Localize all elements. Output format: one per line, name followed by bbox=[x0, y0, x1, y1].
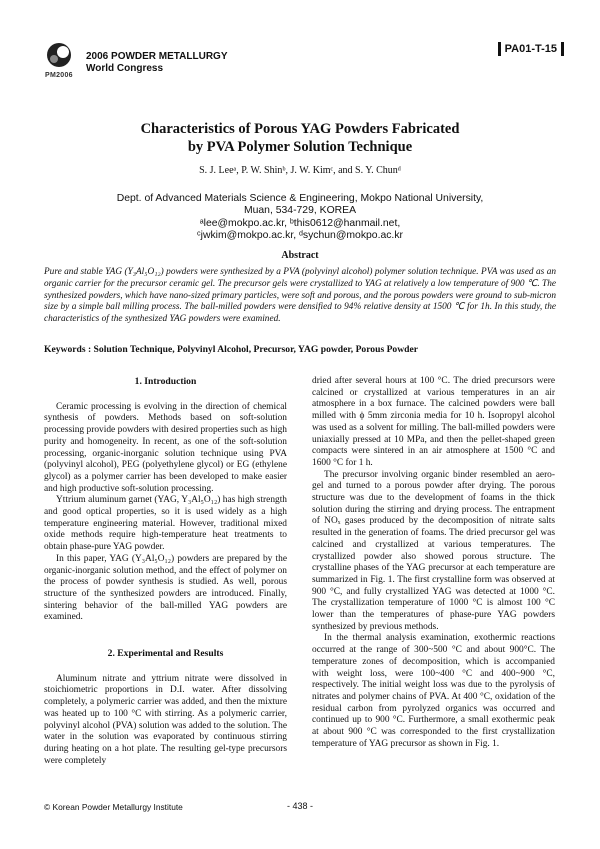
abstract-text: Pure and stable YAG (Y₃Al₅O₁₂) powders were synthesized by a PVA (polyvinyl alcohol) polymer solution technique. PVA was used as an organic carrier for the precursor ceramic gel. The precursor gels were crystallized to YAG at relatively a low temperature of 900 ℃. The synthesized powders, which have nano-sized primary particles, were soft and porous, and the porous powders were ground to sub-micron size by a simple ball milling process. The ball-milled powders were densified to 94% relative density at 1500 ℃ for 1h. In this study, the characteristics of the synthesized YAG powders were examined. bbox=[44, 267, 556, 325]
code-bar-right bbox=[561, 42, 564, 56]
logo-text: PM2006 bbox=[45, 72, 73, 79]
code-bar-left bbox=[498, 42, 501, 56]
authors: S. J. Leeᵃ, P. W. Shinᵇ, J. W. Kimᶜ, and S. Y. Chunᵈ bbox=[199, 165, 401, 176]
affiliation-line-4: ᶜjwkim@mokpo.ac.kr, ᵈsychun@mokpo.ac.kr bbox=[197, 230, 403, 242]
experimental-paragraph-1: Aluminum nitrate and yttrium nitrate were dissolved in stoichiometric proportions in D.I. water. After dissolving completely, a polymeric carrier was added, and then the mixture was heated up to 100 °C with stirring. As a polymeric carrier, polyvinyl alcohol (PVA) solution was added to the solution. The water in the solution was evaporated by continuous stirring during heating on a hot plate. The resulting gel-type precursors were completely bbox=[44, 673, 287, 766]
results-paragraph-1: The precursor involving organic binder resembled an aero-gel and turned to a porous powder after drying. The porous structure was due to the development of foams in the thick solution during the stirring and drying process. The entrapment of NOₓ gases produced by the decomposition of nitrate salts resulted in the generation of foams. The dried precursor gel was calcined and crystallized at various temperatures. The crystallized powder also showed porous structure. The crystalline phases of the YAG precursor at each temperature are summarized in Fig. 1. The first crystalline form was observed at 900 °C, and fully crystallized YAG was detected at 1000 °C. The crystallization temperature of 1000 °C is almost 100 °C lower than the temperatures of phase-pure YAG powders synthesized by previous methods. bbox=[312, 469, 555, 632]
affiliation-line-3: ᵃlee@mokpo.ac.kr, ᵇthis0612@hanmail.net, bbox=[199, 217, 401, 229]
section-1-heading: 1. Introduction bbox=[134, 376, 197, 387]
affiliation-line-1: Dept. of Advanced Materials Science & Engineering, Mokpo National University, bbox=[116, 193, 484, 204]
page-number: - 438 - bbox=[286, 801, 313, 811]
intro-paragraph-1: Ceramic processing is evolving in the direction of chemical synthesis of powders. Methods based on soft-solution processing provide powders with desired properties such as high purity and homogeneity. In recent, as one of the soft-solution processing, organic-inorganic solution technique using PVA (polyvinyl alcohol), PEG (polyethylene glycol) or EG (ethylene glycol) as a polymer carrier has been developed to make easier and high productive soft-solution processing. bbox=[44, 401, 287, 494]
intro-paragraph-3: In this paper, YAG (Y₃Al₅O₁₂) powders are prepared by the organic-inorganic solution method, and the effect of polymer on the process of powder synthesis is studied. As well, porous structure of the synthesized powders are introduced. Finally, sintering behavior of the ball-milled YAG powders are examined. bbox=[44, 553, 287, 623]
copyright: © Korean Powder Metallurgy Institute bbox=[44, 802, 183, 812]
conference-line-2: World Congress bbox=[86, 63, 164, 74]
left-column bbox=[44, 376, 287, 767]
conference-name bbox=[86, 51, 228, 75]
paper-title bbox=[0, 120, 600, 156]
title-line-2: by PVA Polymer Solution Technique bbox=[187, 139, 413, 155]
keywords: Keywords : Solution Technique, Polyvinyl Alcohol, Precursor, YAG powder, Porous Powder bbox=[44, 344, 419, 355]
abstract-heading: Abstract bbox=[281, 250, 319, 261]
conference-line-1: 2006 POWDER METALLURGY bbox=[86, 51, 228, 62]
paper-code-box bbox=[498, 42, 564, 56]
experimental-paragraph-2: dried after several hours at 100 °C. The dried precursors were calcined or crystallized at various temperatures in an air atmosphere in a box furnace. The calcined powders were ball milled with ϕ 5mm zirconia media for 10 h. Isopropyl alcohol was used as a solvent for milling. The ball-milled powders were uniaxially pressed at 10 MPa, and then the pellet-shaped green compacts were sintered in an air atmosphere at 1500 °C and 1600 °C for 1 h. bbox=[312, 376, 555, 468]
affiliation bbox=[0, 193, 600, 243]
intro-paragraph-2: Yttrium aluminum garnet (YAG, Y₃Al₅O₁₂) has high strength and good optical properties, so it is used widely as a high temperature engineering material. However, traditional mixed oxide methods require high-temperature heat treatments to obtain phase-pure YAG powder. bbox=[44, 495, 287, 553]
results-paragraph-2: In the thermal analysis examination, exothermic reactions occurred at the range of 300~500 °C and about 900°C. The temperature zones of decomposition, which is accompanied with weight loss, were 100~400 °C and 400~900 °C, respectively. The initial weight loss was due to the pyrolysis of nitrates and polymer chains of PVA. At 400 °C, oxidation of the residual carbon from pyrolyzed organics was occurred and continued up to 900 °C. Furthermore, a small exothermic peak at about 900 °C was corresponded to the first crystallization temperature of YAG precursor as shown in Fig. 1. bbox=[312, 633, 555, 749]
right-column bbox=[312, 376, 555, 751]
paper-code: PA01-T-15 bbox=[504, 43, 557, 55]
section-2-heading: 2. Experimental and Results bbox=[107, 648, 224, 660]
title-line-1: Characteristics of Porous YAG Powders Fabricated bbox=[140, 121, 460, 137]
conference-logo-icon bbox=[44, 42, 74, 76]
affiliation-line-2: Muan, 534-729, KOREA bbox=[243, 205, 357, 217]
